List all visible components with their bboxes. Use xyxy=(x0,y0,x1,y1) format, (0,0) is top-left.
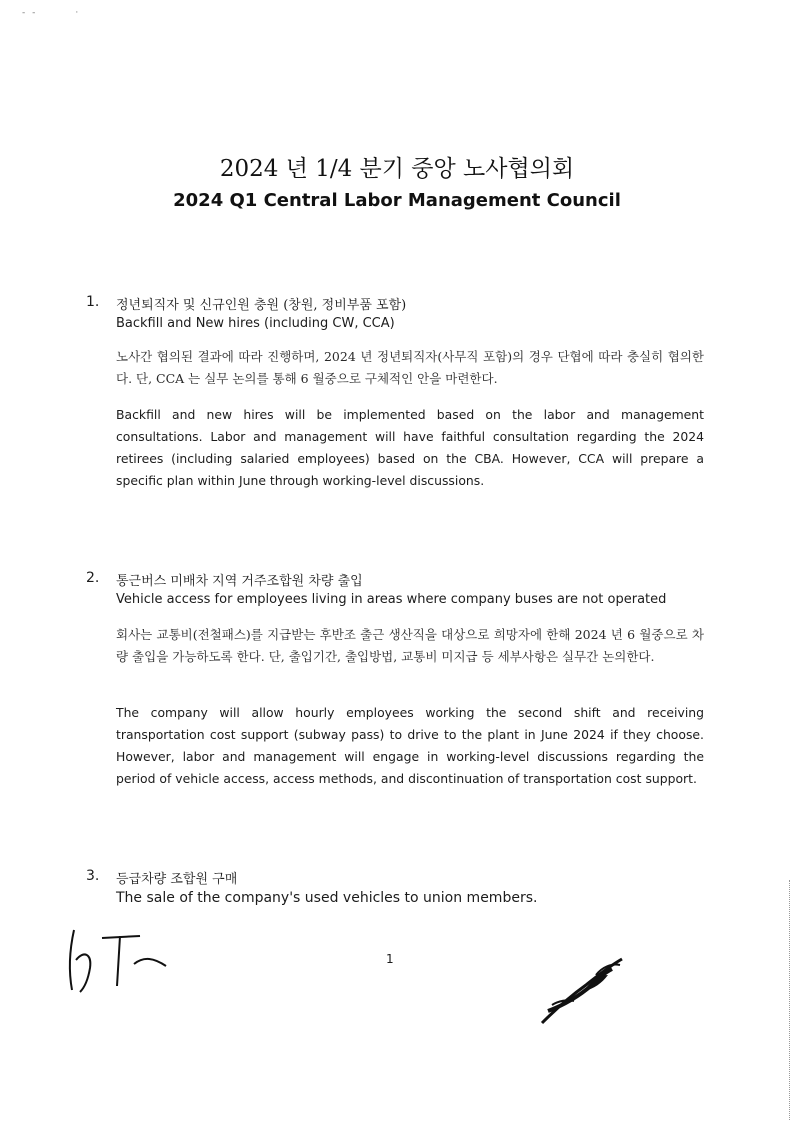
section-heading-korean: 등급차량 조합원 구매 xyxy=(116,872,238,887)
section-body-korean: 노사간 협의된 결과에 따라 진행하며, 2024 년 정년퇴직자(사무직 포함)의 경우 단협에 따라 충실히 협의한다. 단, CCA 는 실무 논의를 통해 6 월중으로 구체적인 안을 마련한다. xyxy=(116,349,704,386)
page-number: 1 xyxy=(386,952,394,966)
handwritten-signature-icon xyxy=(538,955,628,1031)
scan-edge-line xyxy=(788,880,790,1120)
section-heading-english: The sale of the company's used vehicles to union members. xyxy=(116,890,538,906)
document-title-korean: 2024 년 1/4 분기 중앙 노사협의회 xyxy=(219,156,575,182)
section-body-english: Backfill and new hires will be implemented based on the labor and management consultations. Labor and management will have faithful consultation regarding the 2024 retirees (including salaried employees) based on the CBA. However, CCA will prepare a specific plan within June through working-level discussions. xyxy=(116,407,704,488)
document-title-english: 2024 Q1 Central Labor Management Council xyxy=(173,190,621,211)
section-body-english: The company will allow hourly employees working the second shift and receiving transportation cost support (subway pass) to drive to the plant in June 2024 if they choose. However, labor and management will engage in working-level discussions regarding the period of vehicle access, access methods, and discontinuation of transportation cost support. xyxy=(116,705,704,786)
scan-corner-mark: - - · xyxy=(22,8,81,18)
section-heading-english: Vehicle access for employees living in areas where company buses are not operated xyxy=(116,592,667,607)
section-number: 3. xyxy=(86,868,100,884)
handwritten-signature-icon xyxy=(62,920,172,1004)
section-body-korean: 회사는 교통비(전철패스)를 지급받는 후반조 출근 생산직을 대상으로 희망자에 한해 2024 년 6 월중으로 차량 출입을 가능하도록 한다. 단, 출입기간, 출입방법, 교통비 미지급 등 세부사항은 실무간 논의한다. xyxy=(116,627,704,664)
section-number: 1. xyxy=(86,294,100,310)
section-heading-korean: 정년퇴직자 및 신규인원 충원 (창원, 정비부품 포함) xyxy=(116,298,407,313)
section-number: 2. xyxy=(86,570,100,586)
section-heading-korean: 통근버스 미배차 지역 거주조합원 차량 출입 xyxy=(116,574,363,589)
section-heading-english: Backfill and New hires (including CW, CCA) xyxy=(116,316,395,331)
